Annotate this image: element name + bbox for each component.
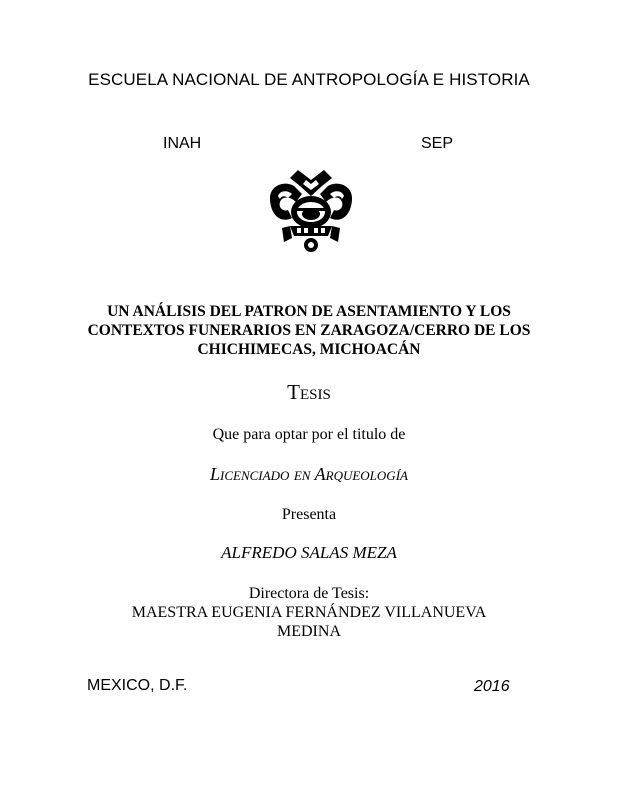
place-label: MEXICO, D.F. <box>87 677 188 694</box>
document-type: Tesis <box>287 380 331 404</box>
thesis-title <box>0 302 618 359</box>
advisor-name-line: MAESTRA EUGENIA FERNÁNDEZ VILLANUEVA <box>131 604 487 621</box>
advisor-block <box>0 584 618 641</box>
advisor-label: Directora de Tesis: <box>248 585 370 602</box>
degree-purpose: Que para optar por el titulo de <box>212 426 406 443</box>
year-label: 2016 <box>474 678 510 695</box>
degree-name: Licenciado en Arqueología <box>210 464 408 484</box>
advisor-name-line: MEDINA <box>277 623 341 640</box>
thesis-title-line: CONTEXTOS FUNERARIOS EN ZARAGOZA/CERRO DE LOS <box>87 322 531 339</box>
institution-name: ESCUELA NACIONAL DE ANTROPOLOGÍA E HISTORIA <box>88 70 530 89</box>
sep-label: SEP <box>421 135 454 152</box>
thesis-title-line: CHICHIMECAS, MICHOACÁN <box>197 341 421 358</box>
thesis-title-line: UN ANÁLISIS DEL PATRON DE ASENTAMIENTO Y LOS <box>107 303 511 320</box>
presents-label: Presenta <box>281 506 337 523</box>
enah-glyph-logo-icon <box>266 168 356 254</box>
inah-label: INAH <box>163 135 202 152</box>
author-name: ALFREDO SALAS MEZA <box>221 543 397 562</box>
